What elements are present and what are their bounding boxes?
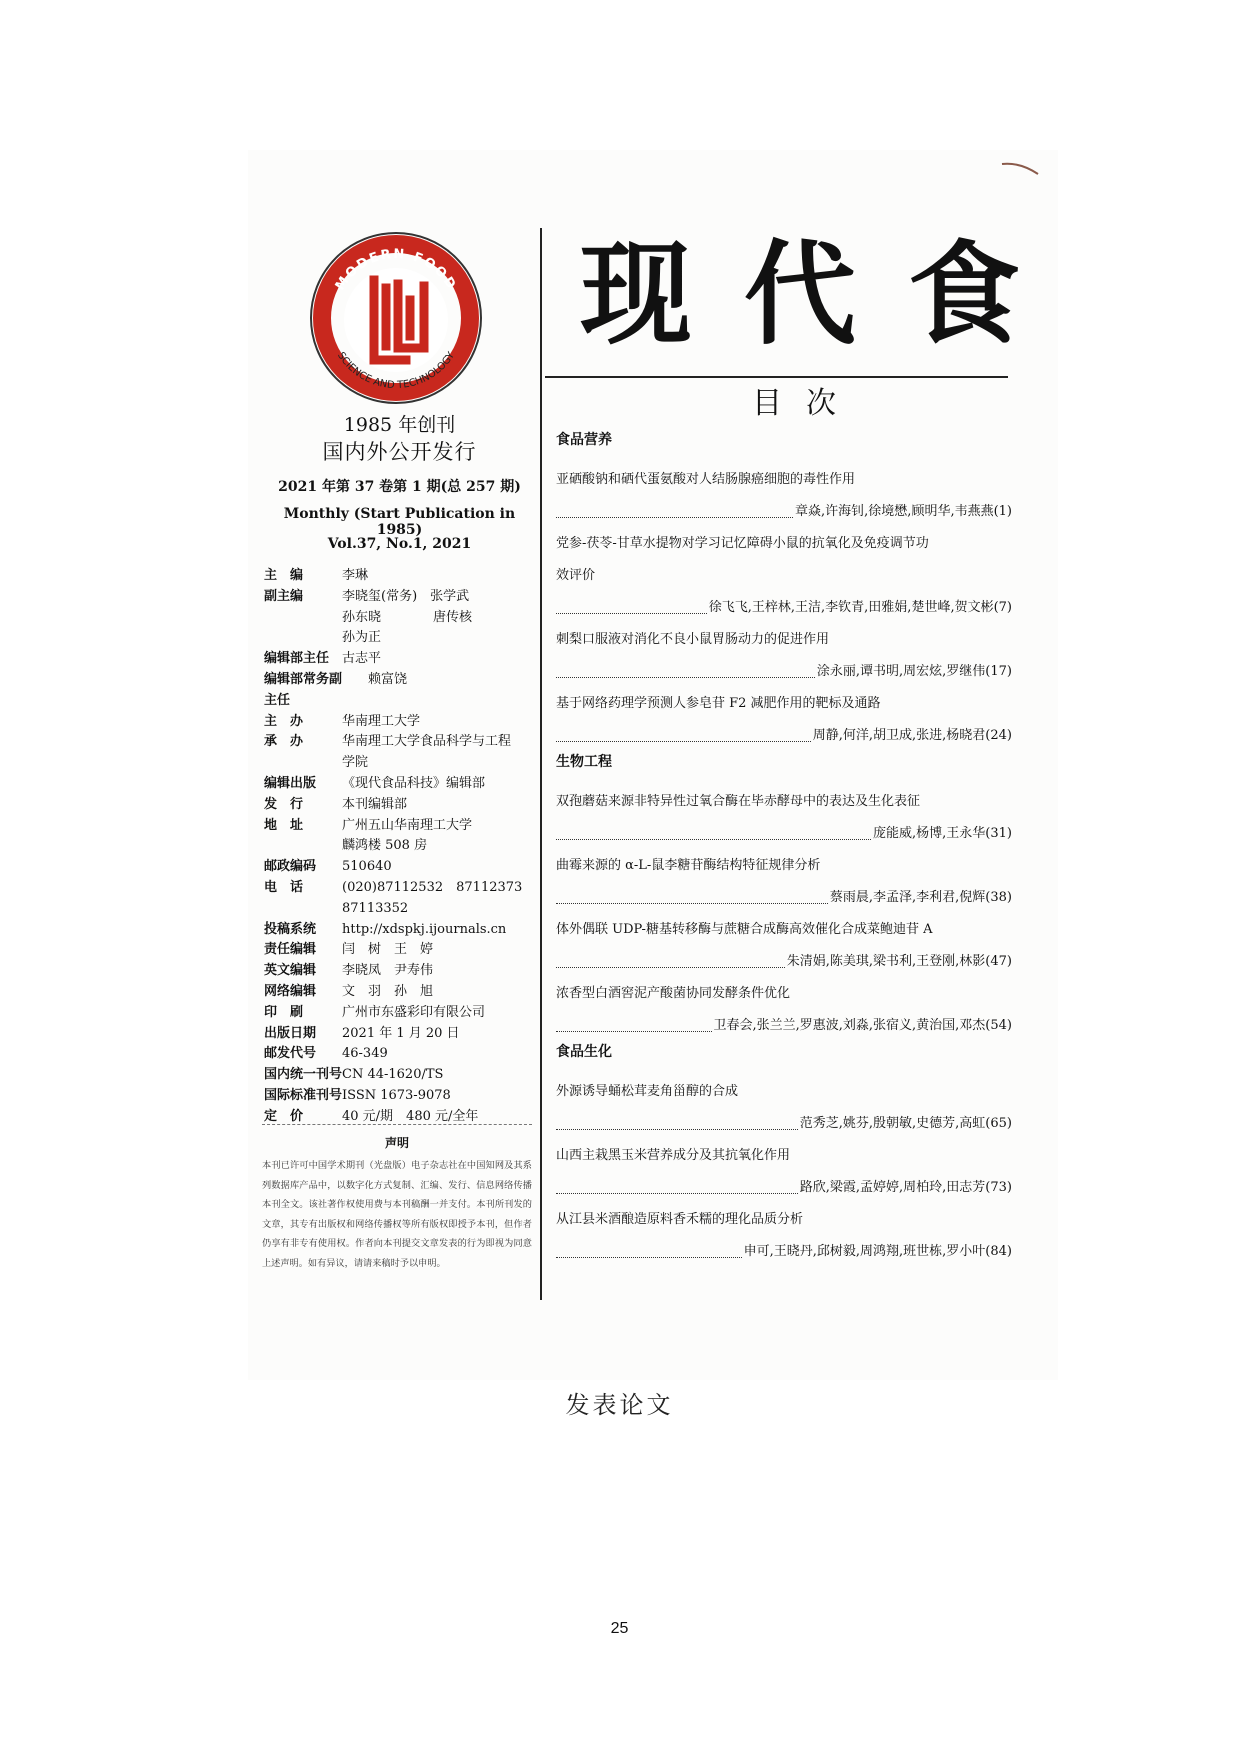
- dot-leader: [556, 656, 815, 678]
- info-label: 出版日期: [264, 1025, 317, 1041]
- info-row: [264, 1003, 539, 1024]
- page-number: 25: [610, 1620, 629, 1637]
- info-value: 46-349: [342, 1046, 388, 1062]
- info-row: [264, 878, 539, 899]
- toc-article-authors: 徐飞飞,王梓林,王洁,李钦青,田雅娟,楚世峰,贺文彬(7): [708, 600, 1012, 615]
- info-row: [264, 628, 539, 649]
- info-label: 地 址: [264, 817, 304, 833]
- toc-article-entry: [556, 1010, 1012, 1042]
- info-value: 李晓玺(常务) 张学武: [342, 588, 470, 604]
- info-row: [264, 649, 539, 670]
- info-row: [264, 836, 539, 857]
- info-value: 麟鸿楼 508 房: [342, 838, 428, 854]
- toc-article-entry: [556, 946, 1012, 978]
- toc-article-title: 山西主栽黑玉米营养成分及其抗氧化作用: [556, 1148, 791, 1163]
- toc-article-title: 刺梨口服液对消化不良小鼠胃肠动力的促进作用: [556, 632, 830, 647]
- toc-article-title: 体外偶联 UDP-糖基转移酶与蔗糖合成酶高效催化合成菜鲍迪苷 A: [556, 922, 933, 937]
- info-label: 发 行: [264, 796, 304, 812]
- dot-leader: [556, 946, 785, 968]
- info-value: 《现代食品科技》编辑部: [342, 775, 486, 791]
- info-row: [264, 1086, 539, 1107]
- info-value: 古志平: [342, 651, 382, 667]
- toc-article-title: 效评价: [556, 568, 596, 583]
- toc-article-entry: [556, 720, 1012, 752]
- info-value: 87113352: [342, 900, 409, 916]
- info-row: [264, 608, 539, 629]
- info-row: [264, 857, 539, 878]
- toc-article-entry: [556, 592, 1012, 624]
- toc-article-title: 曲霉来源的 α-L-鼠李糖苷酶结构特征规律分析: [556, 858, 821, 873]
- info-value: 文 羽 孙 旭: [342, 983, 434, 999]
- dot-leader: [556, 1172, 798, 1194]
- toc-article-authors: 申可,王晓丹,邱树毅,周鸿翔,班世栋,罗小叶(84): [743, 1244, 1012, 1259]
- info-label: 印 刷: [264, 1004, 304, 1020]
- info-row: [264, 982, 539, 1003]
- column-divider: [540, 228, 542, 1300]
- info-label: 责任编辑: [264, 942, 317, 958]
- logo-text-bottom: SCIENCE AND TECHNOLOGY: [334, 350, 458, 392]
- toc-article-title: 浓香型白酒窖泥产酸菌协同发酵条件优化: [556, 986, 791, 1001]
- dot-leader: [556, 496, 793, 518]
- info-row: [264, 899, 539, 920]
- volume-line: Vol.37, No.1, 2021: [327, 536, 472, 552]
- toc-article-entry: [556, 1172, 1012, 1204]
- info-row: [264, 712, 539, 733]
- toc-article-entry: [556, 818, 1012, 850]
- page-curl-mark: [1000, 160, 1040, 180]
- founded-line: 1985 年创刊: [343, 414, 456, 436]
- toc-article-title: 党参-茯苓-甘草水提物对学习记忆障碍小鼠的抗氧化及免疫调节功: [556, 536, 929, 551]
- toc-article-authors: 范秀芝,姚芬,殷朝敏,史德芳,高虹(65): [799, 1116, 1012, 1131]
- info-value: 广州市东盛彩印有限公司: [342, 1004, 486, 1020]
- info-label: 邮发代号: [264, 1046, 317, 1062]
- info-label: [264, 899, 342, 920]
- toc-article-title: 双孢蘑菇来源非特异性过氧合酶在毕赤酵母中的表达及生化表征: [556, 794, 921, 809]
- info-label: 英文编辑: [264, 963, 317, 979]
- info-value: 510640: [342, 859, 392, 875]
- info-label: 主 编: [264, 568, 304, 583]
- info-label: 副主编: [264, 588, 304, 604]
- info-row: [264, 1024, 539, 1045]
- toc-article-authors: 涂永丽,谭书明,周宏炫,罗继伟(17): [816, 664, 1012, 679]
- journal-logo: [306, 228, 486, 408]
- toc-article-authors: 朱清娟,陈美琪,梁书利,王登刚,林影(47): [786, 954, 1012, 969]
- dot-leader: [556, 592, 707, 614]
- info-row: [264, 961, 539, 982]
- info-row: [264, 920, 539, 941]
- info-row: [264, 566, 539, 587]
- dot-leader: [556, 818, 871, 840]
- info-value: 华南理工大学食品科学与工程: [342, 734, 512, 750]
- info-row: [264, 816, 539, 837]
- info-value: 本刊编辑部: [342, 796, 408, 812]
- toc-article-title: 基于网络药理学预测人参皂苷 F2 减肥作用的靶标及通路: [556, 696, 881, 711]
- info-label: 承 办: [264, 734, 304, 750]
- toc-article-authors: 庞能威,杨博,王永华(31): [873, 826, 1012, 841]
- info-value: 赖富饶: [342, 671, 408, 687]
- info-label: 定 价: [264, 1108, 304, 1124]
- notice-separator: [262, 1124, 532, 1125]
- info-row: [264, 1044, 539, 1065]
- info-value: 李琳: [342, 568, 369, 583]
- toc-article-entry: [556, 882, 1012, 914]
- notice-title: 声明: [384, 1136, 409, 1150]
- info-label: 国际标准刊号: [264, 1087, 343, 1103]
- issue-en: Monthly (Start Publication in 1985): [283, 506, 516, 538]
- toc-section-heading: 食品生化: [556, 1044, 612, 1060]
- info-label: 编辑出版: [264, 775, 317, 791]
- dot-leader: [556, 1108, 798, 1130]
- info-label: 投稿系统: [264, 921, 317, 937]
- toc-article-authors: 卫春会,张兰兰,罗惠波,刘淼,张宿义,黄治国,邓杰(54): [713, 1018, 1012, 1033]
- distribution-line: 国内外公开发行: [322, 440, 477, 464]
- info-value: CN 44-1620/TS: [342, 1067, 444, 1083]
- info-row: [264, 940, 539, 961]
- notice-body: 本刊已许可中国学术期刊（光盘版）电子杂志社在中国知网及其系列数据库产品中，以数字化方式复制、汇编、发行、信息网络传播本刊全文。该社著作权使用费与本刊稿酬一并支付。本刊所刊发的文章，其专有出版权和网络传播权等所有版权即授予本刊，但作者仍享有非专有使用权。作者向本刊提交文章发表的行为即视为同意上述声明。如有异议，请请来稿时予以申明。: [262, 1160, 532, 1269]
- dot-leader: [556, 720, 811, 742]
- info-label: [264, 753, 342, 774]
- dot-leader: [556, 882, 828, 904]
- toc-article-title: 外源诱导蛹松茸麦角甾醇的合成: [556, 1084, 739, 1099]
- info-label: [264, 608, 342, 629]
- dot-leader: [556, 1236, 742, 1258]
- info-label: 编辑部主任: [264, 651, 330, 667]
- info-row: [264, 774, 539, 795]
- toc-article-entry: [556, 1108, 1012, 1140]
- issue-cn: 2021 年第 37 卷第 1 期(总 257 期): [278, 479, 521, 495]
- masthead-info: [264, 566, 539, 1128]
- info-value: 广州五山华南理工大学: [342, 817, 473, 833]
- toc-article-authors: 蔡雨晨,李孟泽,李利君,倪辉(38): [829, 890, 1012, 905]
- info-row: [264, 587, 539, 608]
- info-row: [264, 732, 539, 753]
- info-value: 李晓凤 尹寿伟: [342, 963, 434, 979]
- toc-article-entry: [556, 496, 1012, 528]
- info-value: 学院: [342, 755, 369, 771]
- toc-article-entry: [556, 1236, 1012, 1268]
- dot-leader: [556, 1010, 712, 1032]
- figure-caption: 发表论文: [565, 1391, 674, 1419]
- table-of-contents: [556, 430, 1012, 1268]
- info-row: [264, 1065, 539, 1086]
- info-row: [264, 753, 539, 774]
- toc-heading: 目次: [752, 386, 860, 421]
- toc-article-title: 亚硒酸钠和硒代蛋氨酸对人结肠腺癌细胞的毒性作用: [556, 472, 856, 487]
- toc-article-entry: [556, 656, 1012, 688]
- info-label: [264, 628, 342, 649]
- toc-section-heading: 生物工程: [556, 754, 612, 770]
- toc-article-authors: 周静,何洋,胡卫成,张进,杨晓君(24): [812, 728, 1012, 743]
- info-label: 邮政编码: [264, 859, 317, 875]
- journal-title: 现代食: [580, 230, 1072, 360]
- info-label: 电 话: [264, 879, 304, 895]
- info-value: 华南理工大学: [342, 713, 421, 729]
- info-value: 孙东晓 唐传核: [342, 609, 473, 625]
- toc-article-title: 从江县米酒酿造原料香禾糯的理化品质分析: [556, 1212, 804, 1227]
- info-label: [264, 836, 342, 857]
- toc-article-authors: 章焱,许海钊,徐境懋,顾明华,韦燕燕(1): [795, 504, 1012, 519]
- toc-section-heading: 食品营养: [556, 432, 612, 448]
- info-label: 编辑部常务副主任: [264, 671, 343, 708]
- info-label: 网络编辑: [264, 983, 317, 999]
- info-value: 闫 树 王 婷: [342, 942, 434, 958]
- info-value: (020)87112532 87112373: [342, 879, 523, 895]
- info-label: 国内统一刊号: [264, 1067, 343, 1083]
- info-label: 主 办: [264, 713, 304, 729]
- info-value: 2021 年 1 月 20 日: [342, 1025, 460, 1041]
- logo-text-top: MODERN FOOD: [332, 246, 460, 294]
- info-value: 40 元/期 480 元/全年: [342, 1108, 479, 1124]
- info-value: http://xdspkj.ijournals.cn: [342, 921, 507, 937]
- info-value: ISSN 1673-9078: [342, 1087, 451, 1103]
- info-row: [264, 670, 539, 712]
- info-row: [264, 795, 539, 816]
- info-value: 孙为正: [342, 630, 382, 646]
- toc-article-authors: 路欣,梁霞,孟婷婷,周柏玲,田志芳(73): [799, 1180, 1012, 1195]
